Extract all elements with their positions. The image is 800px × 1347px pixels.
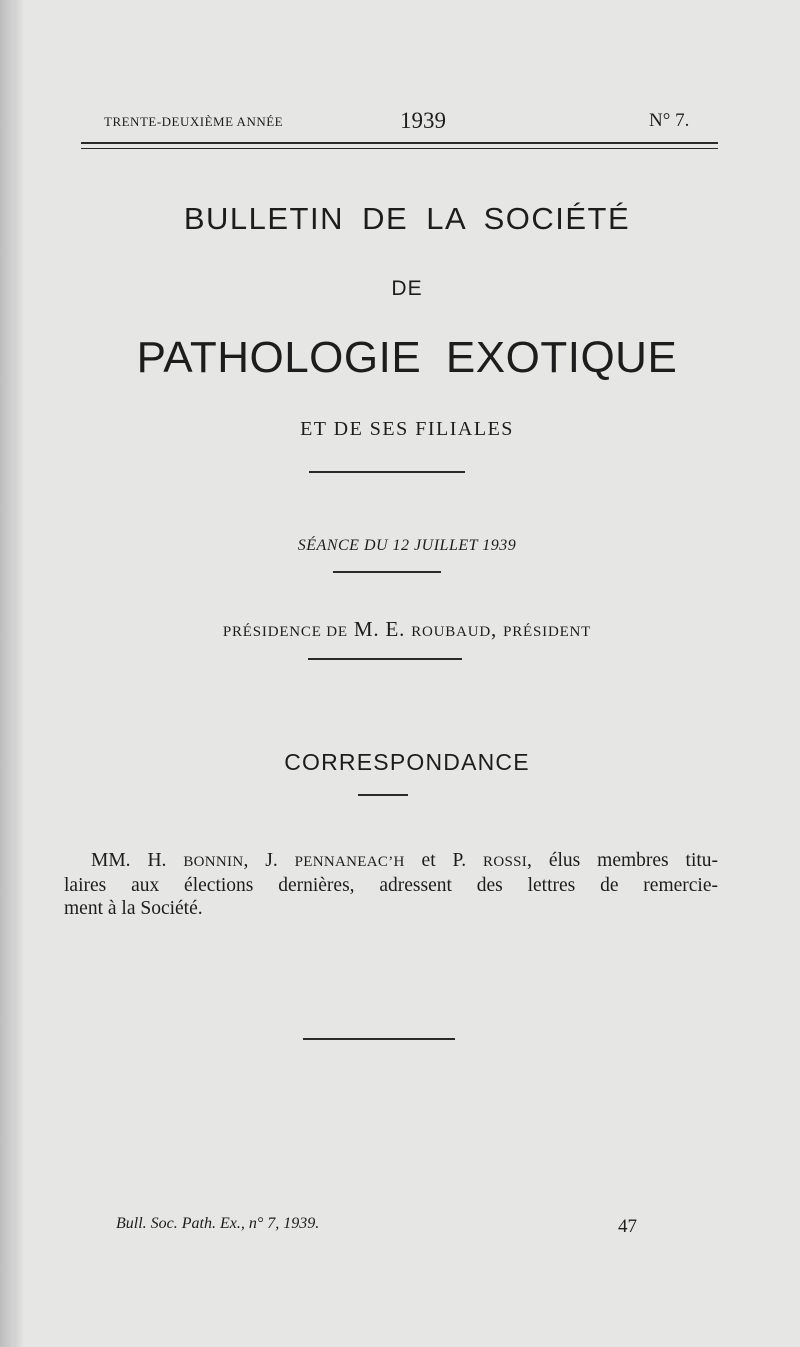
volume-label: TRENTE-DEUXIÈME ANNÉE (104, 114, 284, 129)
divider-3 (308, 658, 462, 660)
president-title: PRÉSIDENT (503, 624, 592, 640)
presidence-prefix: PRÉSIDENCE DE (222, 624, 348, 640)
presidence-line: PRÉSIDENCE DE M. E. ROUBAUD, PRÉSIDENT (222, 617, 592, 641)
divider-2 (333, 571, 441, 573)
divider-5 (303, 1038, 455, 1040)
title-line-4: ET DE SES FILIALES (300, 418, 514, 440)
president-name: ROUBAUD (411, 624, 491, 640)
binding-edge (0, 0, 14, 1347)
page-number: 47 (618, 1216, 637, 1237)
session-date: SÉANCE DU 12 JUILLET 1939 (297, 537, 517, 554)
footer-citation (116, 1215, 319, 1233)
president-initials: M. E. (353, 617, 406, 641)
divider-4 (358, 794, 408, 796)
line1-part-d: , élus membres titu- (527, 850, 719, 871)
journal-abbrev: Bull. Soc. Path. Ex. (116, 1215, 241, 1232)
header-rule-thin (81, 148, 718, 149)
title-line-2: DE (391, 277, 423, 300)
correspondence-paragraph (64, 849, 718, 920)
line1-part-a: MM. H. (91, 850, 167, 871)
divider-1 (309, 471, 465, 473)
member-name-pennaneach: PENNANEAC’H (294, 854, 405, 870)
header-rule-thick (81, 142, 718, 144)
document-page (14, 0, 800, 1347)
section-heading: CORRESPONDANCE (284, 749, 530, 775)
running-header-number: N° 7. (649, 110, 690, 131)
paragraph-line-1 (64, 849, 718, 874)
paragraph-line-2: laires aux élections dernières, adressent des lettres de remercie- (64, 875, 718, 896)
member-name-rossi: ROSSI (483, 854, 528, 870)
member-name-bonnin: BONNIN (183, 854, 244, 870)
line1-part-c: et P. (421, 850, 467, 871)
title-line-1: BULLETIN DE LA SOCIÉTÉ (183, 201, 631, 236)
running-header-volume (104, 111, 283, 131)
issue-info: , n° 7, 1939. (240, 1215, 320, 1232)
paragraph-line-3: ment à la Société. (64, 898, 203, 919)
title-line-3: PATHOLOGIE EXOTIQUE (136, 333, 678, 382)
line1-part-b: , J. (243, 850, 278, 871)
running-header-year: 1939 (400, 108, 446, 133)
